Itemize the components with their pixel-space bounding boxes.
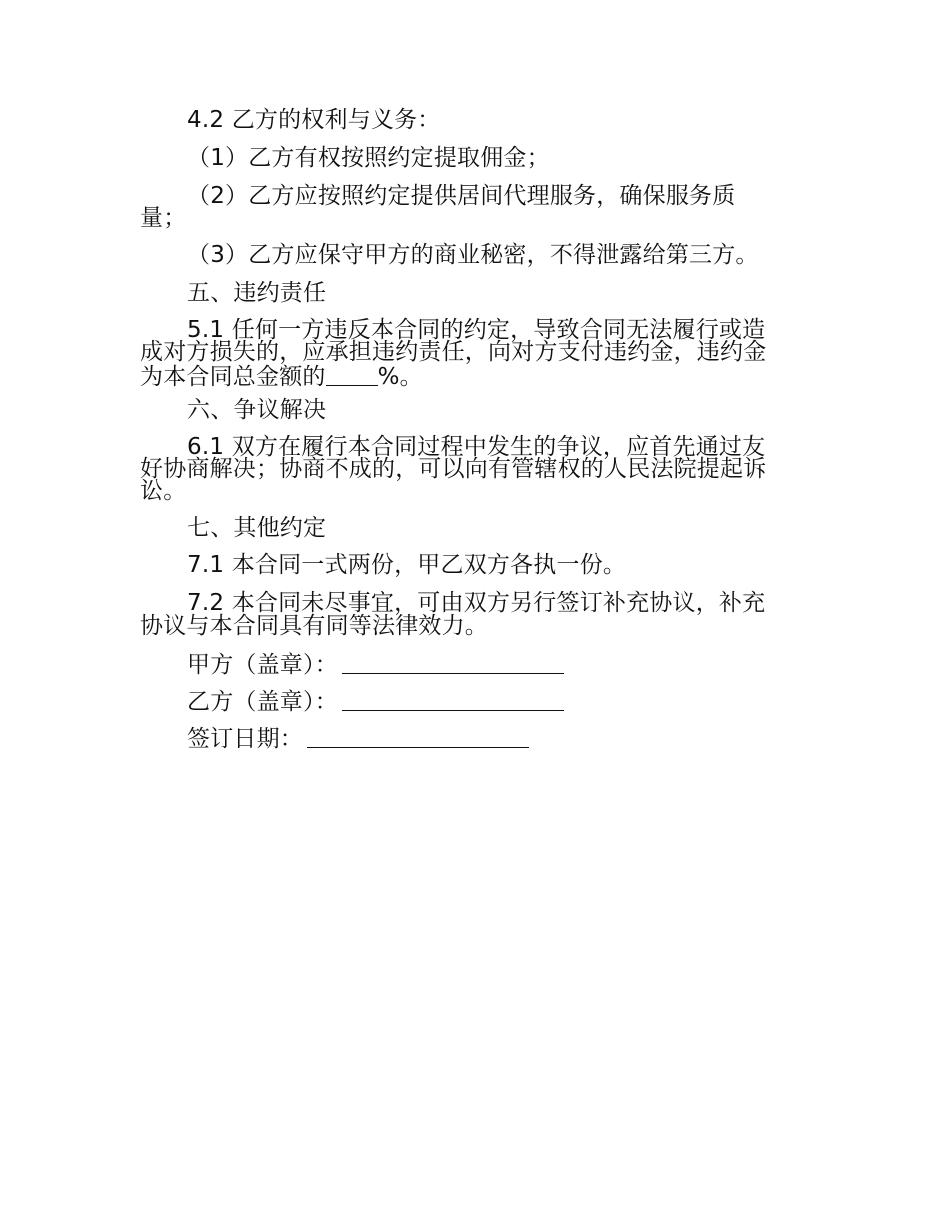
clause-5-1-line-1: 5.1 任何一方违反本合同的约定，导致合同无法履行或造 — [187, 317, 766, 343]
clause-7-2-line-1: 7.2 本合同未尽事宜，可由双方另行签订补充协议，补充 — [187, 590, 766, 616]
clause-5-1-text-after-blank: %。 — [377, 364, 423, 390]
signing-date-label: 签订日期： — [187, 726, 303, 752]
clause-5-1-line-3 — [140, 361, 423, 390]
signing-date-row — [187, 723, 529, 752]
clause-4-2-item-3: （3）乙方应保守甲方的商业秘密，不得泄露给第三方。 — [187, 242, 759, 268]
party-a-signature-label: 甲方（盖章）： — [187, 652, 338, 678]
party-b-signature-blank — [342, 688, 564, 711]
clause-7-2-line-2: 协议与本合同具有同等法律效力。 — [140, 613, 488, 639]
clause-4-2-item-1: （1）乙方有权按照约定提取佣金； — [187, 145, 550, 171]
party-a-signature-row — [187, 649, 564, 678]
clause-6-1-line-1: 6.1 双方在履行本合同过程中发生的争议，应首先通过友 — [187, 434, 766, 460]
signing-date-blank — [307, 725, 529, 748]
party-b-signature-row — [187, 686, 564, 715]
clause-6-1-line-2: 好协商解决；协商不成的，可以向有管辖权的人民法院提起诉 — [140, 456, 767, 482]
section-6-heading: 六、争议解决 — [187, 397, 327, 423]
clause-7-1: 7.1 本合同一式两份，甲乙双方各执一份。 — [187, 552, 627, 578]
party-a-signature-blank — [342, 651, 564, 674]
penalty-percentage-blank — [326, 363, 378, 386]
clause-4-2-item-2-line-2: 量； — [140, 205, 187, 231]
clause-5-1-line-2: 成对方损失的，应承担违约责任，向对方支付违约金，违约金 — [140, 339, 767, 365]
clause-6-1-line-3: 讼。 — [140, 478, 187, 504]
clause-5-1-text-before-blank: 为本合同总金额的 — [140, 364, 326, 390]
party-b-signature-label: 乙方（盖章）： — [187, 689, 338, 715]
section-7-heading: 七、其他约定 — [187, 515, 327, 541]
section-4-2-heading: 4.2 乙方的权利与义务： — [187, 107, 441, 133]
clause-4-2-item-2-line-1: （2）乙方应按照约定提供居间代理服务，确保服务质 — [187, 183, 736, 209]
section-5-heading: 五、违约责任 — [187, 280, 327, 306]
